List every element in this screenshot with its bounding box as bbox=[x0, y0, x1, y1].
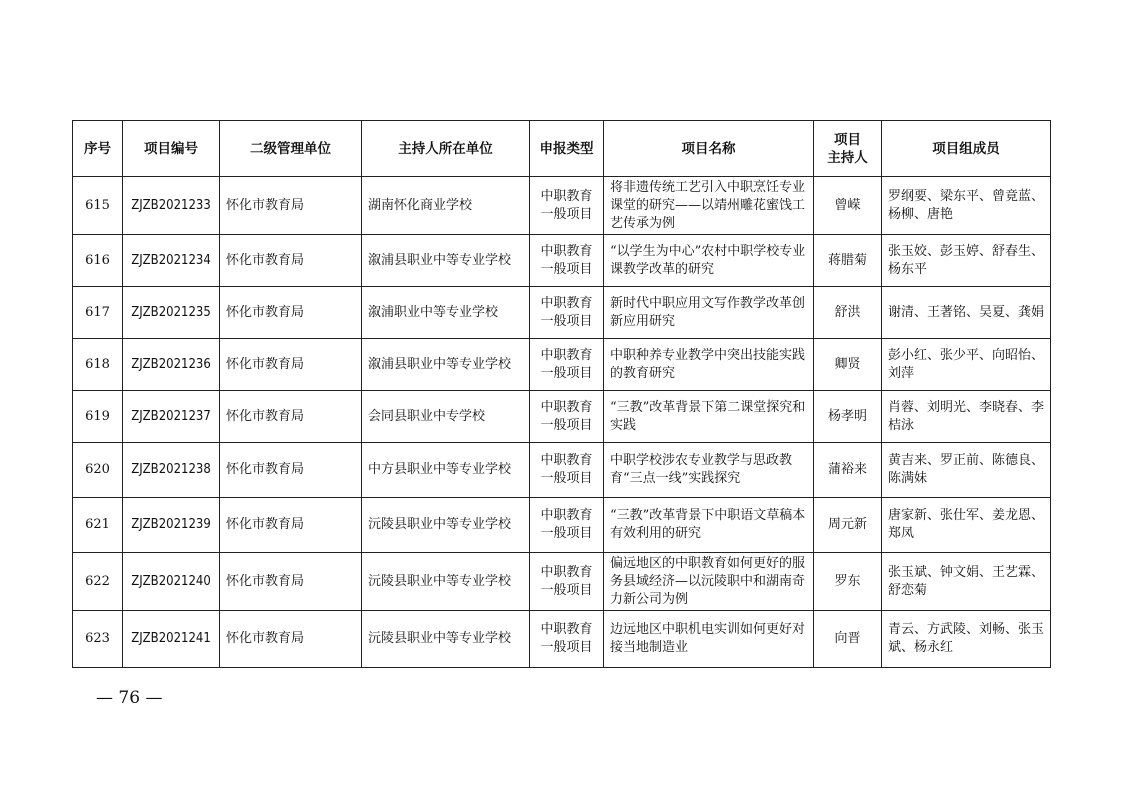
cell-name: 中职学校涉农专业教学与思政教育“三点一线”实践探究 bbox=[604, 443, 814, 498]
header-host-line1: 项目 bbox=[834, 131, 861, 148]
table-row bbox=[73, 498, 1051, 553]
cell-idx: 616 bbox=[73, 235, 123, 287]
cell-host: 卿贤 bbox=[814, 339, 882, 391]
cell-mgr: 怀化市教育局 bbox=[220, 391, 362, 443]
header-idx: 序号 bbox=[73, 121, 123, 177]
cell-members: 黄吉来、罗正前、陈德良、陈满妹 bbox=[882, 443, 1051, 498]
cell-type: 中职教育一般项目 bbox=[530, 287, 604, 339]
cell-idx: 622 bbox=[73, 553, 123, 611]
cell-mgr: 怀化市教育局 bbox=[220, 177, 362, 235]
cell-host: 周元新 bbox=[814, 498, 882, 553]
cell-name: “三教”改革背景下中职语文草稿本有效利用的研究 bbox=[604, 498, 814, 553]
cell-members: 张玉姣、彭玉婷、舒春生、杨东平 bbox=[882, 235, 1051, 287]
cell-name: 将非遗传统工艺引入中职烹饪专业课堂的研究——以靖州雕花蜜饯工艺传承为例 bbox=[604, 177, 814, 235]
header-host bbox=[814, 121, 882, 177]
cell-code: ZJZB2021234 bbox=[123, 235, 220, 287]
cell-name: “以学生为中心”农村中职学校专业课教学改革的研究 bbox=[604, 235, 814, 287]
cell-type: 中职教育一般项目 bbox=[530, 443, 604, 498]
project-table bbox=[72, 120, 1051, 668]
cell-name: 中职种养专业教学中突出技能实践的教育研究 bbox=[604, 339, 814, 391]
cell-type: 中职教育一般项目 bbox=[530, 498, 604, 553]
header-name: 项目名称 bbox=[604, 121, 814, 177]
table-row bbox=[73, 553, 1051, 611]
cell-type: 中职教育一般项目 bbox=[530, 235, 604, 287]
table-row bbox=[73, 339, 1051, 391]
cell-type: 中职教育一般项目 bbox=[530, 177, 604, 235]
cell-type: 中职教育一般项目 bbox=[530, 611, 604, 668]
cell-mgr: 怀化市教育局 bbox=[220, 287, 362, 339]
cell-unit: 中方县职业中等专业学校 bbox=[362, 443, 530, 498]
cell-idx: 615 bbox=[73, 177, 123, 235]
cell-members: 肖蓉、刘明光、李晓春、李桔泳 bbox=[882, 391, 1051, 443]
cell-host: 罗东 bbox=[814, 553, 882, 611]
cell-unit: 沅陵县职业中等专业学校 bbox=[362, 498, 530, 553]
cell-unit: 湖南怀化商业学校 bbox=[362, 177, 530, 235]
cell-members: 彭小红、张少平、向昭怡、刘萍 bbox=[882, 339, 1051, 391]
cell-mgr: 怀化市教育局 bbox=[220, 339, 362, 391]
cell-code: ZJZB2021238 bbox=[123, 443, 220, 498]
cell-idx: 618 bbox=[73, 339, 123, 391]
cell-mgr: 怀化市教育局 bbox=[220, 611, 362, 668]
cell-idx: 617 bbox=[73, 287, 123, 339]
table-row bbox=[73, 443, 1051, 498]
cell-code: ZJZB2021236 bbox=[123, 339, 220, 391]
cell-unit: 沅陵县职业中等专业学校 bbox=[362, 611, 530, 668]
cell-host: 杨孝明 bbox=[814, 391, 882, 443]
cell-mgr: 怀化市教育局 bbox=[220, 235, 362, 287]
header-host-line2: 主持人 bbox=[827, 149, 868, 166]
cell-name: 偏远地区的中职教育如何更好的服务县域经济—以沅陵职中和湖南奇力新公司为例 bbox=[604, 553, 814, 611]
cell-mgr: 怀化市教育局 bbox=[220, 443, 362, 498]
table-row bbox=[73, 235, 1051, 287]
cell-unit: 会同县职业中专学校 bbox=[362, 391, 530, 443]
cell-members: 青云、方武陵、刘畅、张玉斌、杨永红 bbox=[882, 611, 1051, 668]
table-row bbox=[73, 611, 1051, 668]
cell-host: 舒洪 bbox=[814, 287, 882, 339]
table-row bbox=[73, 177, 1051, 235]
header-mgr: 二级管理单位 bbox=[220, 121, 362, 177]
cell-mgr: 怀化市教育局 bbox=[220, 498, 362, 553]
cell-members: 罗纲要、梁东平、曾竟蓝、杨柳、唐艳 bbox=[882, 177, 1051, 235]
cell-idx: 620 bbox=[73, 443, 123, 498]
cell-host: 蒋腊菊 bbox=[814, 235, 882, 287]
cell-mgr: 怀化市教育局 bbox=[220, 553, 362, 611]
cell-code: ZJZB2021237 bbox=[123, 391, 220, 443]
cell-members: 谢清、王著铭、吴夏、龚娟 bbox=[882, 287, 1051, 339]
cell-name: 边远地区中职机电实训如何更好对接当地制造业 bbox=[604, 611, 814, 668]
header-code: 项目编号 bbox=[123, 121, 220, 177]
table-row bbox=[73, 287, 1051, 339]
cell-name: “三教”改革背景下第二课堂探究和实践 bbox=[604, 391, 814, 443]
page-number: — 76 — bbox=[96, 688, 163, 708]
header-unit: 主持人所在单位 bbox=[362, 121, 530, 177]
table-row bbox=[73, 391, 1051, 443]
cell-code: ZJZB2021241 bbox=[123, 611, 220, 668]
cell-code: ZJZB2021233 bbox=[123, 177, 220, 235]
cell-idx: 623 bbox=[73, 611, 123, 668]
cell-type: 中职教育一般项目 bbox=[530, 553, 604, 611]
cell-unit: 沅陵县职业中等专业学校 bbox=[362, 553, 530, 611]
cell-unit: 溆浦县职业中等专业学校 bbox=[362, 339, 530, 391]
cell-host: 曾嵘 bbox=[814, 177, 882, 235]
cell-idx: 621 bbox=[73, 498, 123, 553]
cell-type: 中职教育一般项目 bbox=[530, 339, 604, 391]
cell-type: 中职教育一般项目 bbox=[530, 391, 604, 443]
cell-members: 张玉斌、钟文娟、王艺霖、舒恋菊 bbox=[882, 553, 1051, 611]
header-members: 项目组成员 bbox=[882, 121, 1051, 177]
cell-name: 新时代中职应用文写作教学改革创新应用研究 bbox=[604, 287, 814, 339]
cell-host: 向晋 bbox=[814, 611, 882, 668]
cell-host: 蒲裕来 bbox=[814, 443, 882, 498]
cell-unit: 溆浦县职业中等专业学校 bbox=[362, 235, 530, 287]
cell-members: 唐家新、张仕军、姜龙恩、郑凤 bbox=[882, 498, 1051, 553]
cell-idx: 619 bbox=[73, 391, 123, 443]
cell-code: ZJZB2021239 bbox=[123, 498, 220, 553]
cell-unit: 溆浦职业中等专业学校 bbox=[362, 287, 530, 339]
header-type: 申报类型 bbox=[530, 121, 604, 177]
cell-code: ZJZB2021235 bbox=[123, 287, 220, 339]
cell-code: ZJZB2021240 bbox=[123, 553, 220, 611]
table-body bbox=[73, 177, 1051, 668]
table-header-row bbox=[73, 121, 1051, 177]
